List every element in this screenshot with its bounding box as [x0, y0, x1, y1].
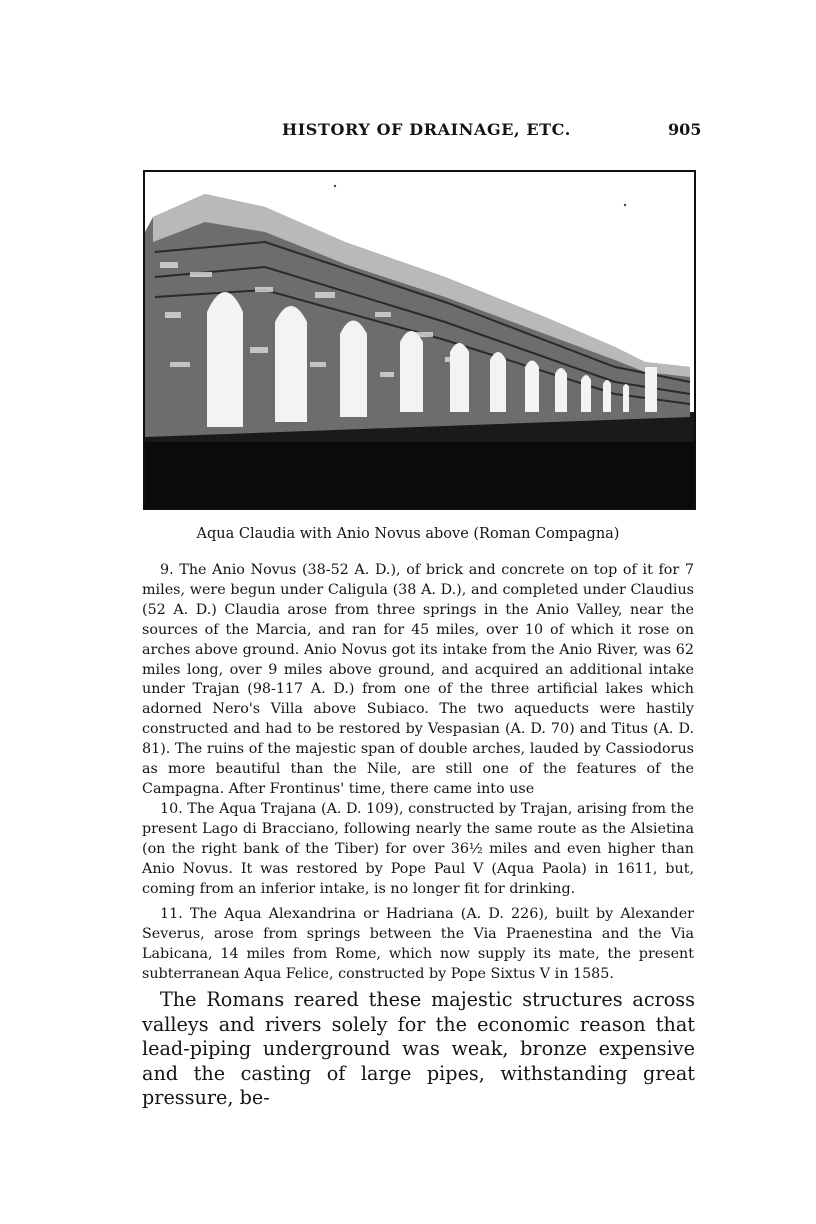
- figure-caption: Aqua Claudia with Anio Novus above (Roman Compagna): [196, 526, 620, 542]
- paragraph-10: [142, 800, 694, 900]
- paragraph-11: [142, 905, 694, 985]
- paragraph-text: 11. The Aqua Alexandrina or Hadriana (A. D. 226), built by Alexander Severus, arose from springs between the Via Praenestina and the Via Labicana, 14 miles from Rome, which now supply its mate, the present subterranean Aqua Felice, constructed by Pope Sixtus V in 1585.: [142, 906, 694, 982]
- paragraph-9: [142, 561, 694, 800]
- aqueduct-photo: [143, 170, 696, 510]
- paragraph-text: 9. The Anio Novus (38-52 A. D.), of brick and concrete on top of it for 7 miles, were begun under Caligula (38 A. D.), and completed under Claudius (52 A. D.) Claudia arose from three springs in the Anio Valley, near the sources of the Marcia, and ran for 45 miles, over 10 of which it rose on arches above ground. Anio Novus got its intake from the Anio River, was 62 miles long, over 9 miles above ground, and acquired an additional intake under Trajan (98-117 A. D.) from one of the three artificial lakes which adorned Nero's Villa above Subiaco. The two aqueducts were hastily constructed and had to be restored by Vespasian (A. D. 70) and Titus (A. D. 81). The ruins of the majestic span of double arches, lauded by Cassiodorus as more beautiful than the Nile, are still one of the features of the Campagna. After Frontinus' time, there came into use: [142, 562, 694, 797]
- running-header: HISTORY OF DRAINAGE, ETC.: [282, 120, 571, 139]
- paragraph-text: 10. The Aqua Trajana (A. D. 109), constructed by Trajan, arising from the present Lago di Bracciano, following nearly the same route as the Alsietina (on the right bank of the Tiber) for over 36½ miles and even higher than Anio Novus. It was restored by Pope Paul V (Aqua Paola) in 1611, but, coming from an inferior intake, is no longer fit for drinking.: [142, 801, 694, 897]
- page-number: 905: [668, 120, 702, 139]
- closing-paragraph: [142, 988, 695, 1111]
- paragraph-text: The Romans reared these majestic structures across valleys and rivers solely for the economic reason that lead-piping underground was weak, bronze expensive and the casting of large pipes, withstanding great pressure, be-: [142, 988, 695, 1109]
